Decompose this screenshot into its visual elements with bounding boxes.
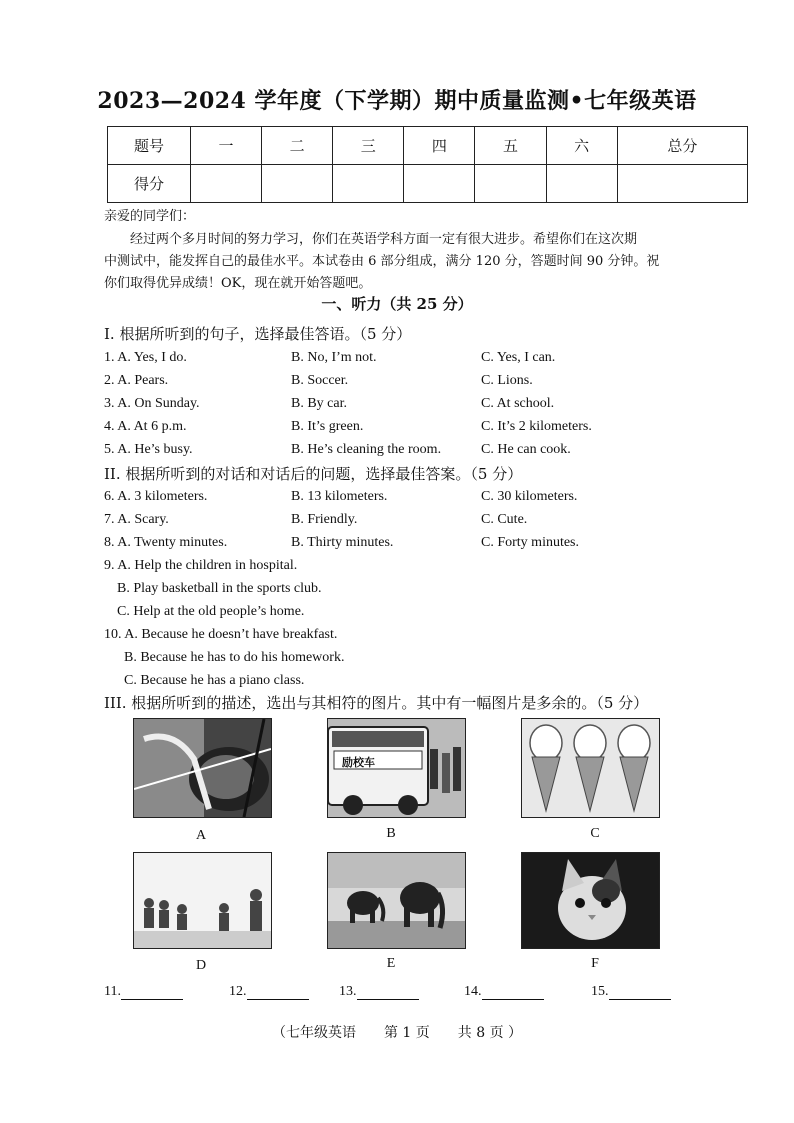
page-title: 2023—2024 学年度（下学期）期中质量监测•七年级英语 [97, 88, 697, 114]
q1-b: B. No, I’m not. [291, 350, 377, 365]
blank-line [482, 985, 544, 1000]
answer-blank-11[interactable] [104, 984, 183, 1000]
q3-a: 3. A. On Sunday. [104, 396, 200, 411]
part3-heading: III. 根据所听到的描述，选出与其相符的图片。其中有一幅图片是多余的。（5 分） [104, 694, 649, 712]
q1-c: C. Yes, I can. [481, 350, 556, 365]
score-input[interactable] [191, 165, 262, 203]
q6-a: 6. A. 3 kilometers. [104, 489, 208, 504]
score-input[interactable] [262, 165, 333, 203]
q9-a: 9. A. Help the children in hospital. [104, 558, 298, 573]
q9-c: C. Help at the old people’s home. [117, 604, 305, 619]
picture-d-people [133, 852, 272, 949]
picture-c-ice-cream [521, 718, 660, 818]
q1-a: 1. A. Yes, I do. [104, 350, 187, 365]
score-input[interactable] [475, 165, 546, 203]
blank-number: 12. [229, 984, 247, 999]
picture-label-c: C [590, 826, 600, 841]
score-cell: 五 [475, 127, 546, 165]
q9-b: B. Play basketball in the sports club. [117, 581, 322, 596]
q7-b: B. Friendly. [291, 512, 358, 527]
picture-label-b: B [386, 826, 396, 841]
answer-blank-12[interactable] [229, 984, 309, 1000]
q3-b: B. By car. [291, 396, 347, 411]
blank-number: 11. [104, 984, 121, 999]
score-cell: 三 [333, 127, 404, 165]
blank-line [121, 985, 183, 1000]
q2-c: C. Lions. [481, 373, 533, 388]
blank-line [247, 985, 309, 1000]
score-cell: 四 [404, 127, 475, 165]
q2-b: B. Soccer. [291, 373, 349, 388]
score-cell: 一 [191, 127, 262, 165]
score-input[interactable] [617, 165, 747, 203]
q10-c: C. Because he has a piano class. [124, 673, 305, 688]
q4-b: B. It’s green. [291, 419, 364, 434]
page-footer: （七年级英语 第 1 页 共 8 页 ） [271, 1025, 523, 1041]
part1-heading: I. 根据所听到的句子，选择最佳答语。（5 分） [104, 325, 412, 343]
q2-a: 2. A. Pears. [104, 373, 169, 388]
q3-c: C. At school. [481, 396, 555, 411]
q6-c: C. 30 kilometers. [481, 489, 578, 504]
intro-greeting: 亲爱的同学们： [104, 209, 196, 224]
score-input[interactable] [333, 165, 404, 203]
intro-line: 中测试中，能发挥自己的最佳水平。本试卷由 6 部分组成，满分 120 分，答题时间 90 分钟。祝 [104, 254, 660, 269]
q10-b: B. Because he has to do his homework. [124, 650, 345, 665]
picture-label-e: E [386, 956, 396, 971]
blank-line [357, 985, 419, 1000]
blank-number: 14. [464, 984, 482, 999]
q5-c: C. He can cook. [481, 442, 571, 457]
q5-b: B. He’s cleaning the room. [291, 442, 442, 457]
score-cell: 二 [262, 127, 333, 165]
blank-line [609, 985, 671, 1000]
answer-blank-13[interactable] [339, 984, 419, 1000]
score-cell: 总分 [617, 127, 747, 165]
picture-label-f: F [591, 956, 599, 971]
score-header-row [108, 127, 748, 165]
blank-number: 15. [591, 984, 609, 999]
intro-line: 你们取得优异成绩！OK，现在就开始答题吧。 [104, 276, 372, 291]
score-input[interactable] [546, 165, 617, 203]
answer-blank-15[interactable] [591, 984, 671, 1000]
q7-a: 7. A. Scary. [104, 512, 169, 527]
q5-a: 5. A. He’s busy. [104, 442, 193, 457]
score-value-row [108, 165, 748, 203]
q6-b: B. 13 kilometers. [291, 489, 388, 504]
picture-e-elephants [327, 852, 466, 949]
picture-a-violin [133, 718, 272, 818]
part2-heading: II. 根据所听到的对话和对话后的问题，选择最佳答案。（5 分） [104, 465, 523, 483]
intro-line: 经过两个多月时间的努力学习，你们在英语学科方面一定有很大进步。希望你们在这次期 [130, 232, 638, 247]
score-table [107, 126, 748, 203]
q7-c: C. Cute. [481, 512, 528, 527]
blank-number: 13. [339, 984, 357, 999]
score-label: 得分 [108, 165, 191, 203]
picture-f-cat [521, 852, 660, 949]
q8-b: B. Thirty minutes. [291, 535, 394, 550]
answer-blank-14[interactable] [464, 984, 544, 1000]
q10-a: 10. A. Because he doesn’t have breakfast. [104, 627, 338, 642]
picture-b-bus [327, 718, 466, 818]
bus-sign-text: 励校车 [342, 756, 375, 769]
q4-c: C. It’s 2 kilometers. [481, 419, 592, 434]
section-heading: 一、听力（共 25 分） [321, 295, 473, 313]
score-input[interactable] [404, 165, 475, 203]
q8-c: C. Forty minutes. [481, 535, 580, 550]
score-cell: 题号 [108, 127, 191, 165]
picture-label-a: A [195, 828, 207, 843]
picture-label-d: D [195, 958, 207, 973]
q4-a: 4. A. At 6 p.m. [104, 419, 187, 434]
q8-a: 8. A. Twenty minutes. [104, 535, 228, 550]
score-cell: 六 [546, 127, 617, 165]
